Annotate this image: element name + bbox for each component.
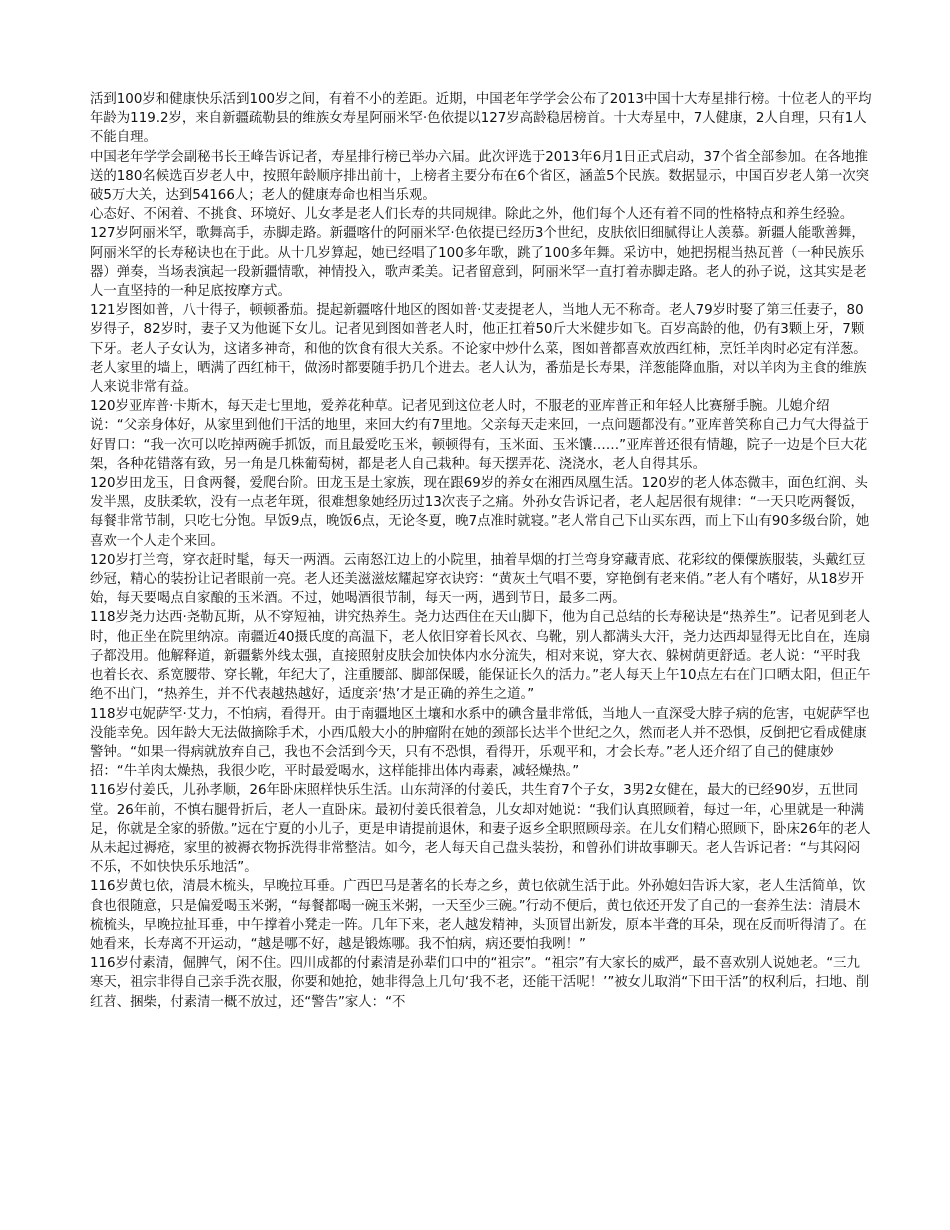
paragraph-dalanwan: 120岁打兰弯，穿衣赶时髦，每天一两酒。云南怒江边上的小院里，抽着旱烟的打兰弯身穿藏青底、花彩纹的傈僳族服装，头戴红豆纱冠，精心的装扮让记者眼前一亮。老人还美滋滋炫耀起穿衣诀窍：“黄灰土气唱不要，穿艳倒有老来俏。”老人有个嗜好，从18岁开始，每天要喝点自家酿的玉米酒。不过，她喝酒很节制，每天一两，遇到节日，最多二两。 xyxy=(90,552,866,607)
paragraph-tianlongyu: 120岁田龙玉，日食两餐，爱爬台阶。田龙玉是土家族，现在跟69岁的养女在湘西凤凰生活。120岁的老人体态微丰，面色红润、头发半黑，皮肤柔软，没有一点老年斑，很难想象她经历过13次丧子之痛。外孙女告诉记者，老人起居很有规律：“一天只吃两餐饭，每餐非常节制，只吃七分饱。早饭9点，晚饭6点，无论冬夏，晚7点准时就寝。”老人常自己下山买东西，而上下山有90多级台阶，她喜欢一个人走个来回。 xyxy=(90,476,870,549)
paragraph-huangnieyi: 116岁黄乜依，清晨木梳头，早晚拉耳垂。广西巴马是著名的长寿之乡，黄乜依就生活于此。外孙媳妇告诉大家，老人生活简单，饮食也很随意，只是偏爱喝玉米粥，“每餐都喝一碗玉米粥，一天至少三碗。”行动不便后，黄乜依还开发了自己的一套养生法：清晨木梳梳头，早晚拉扯耳垂，中午撑着小凳走一阵。几年下来，老人越发精神，头顶冒出新发，原本半聋的耳朵，现在反而听得清了。在她看来，长寿离不开运动，“越是哪不好，越是锻炼哪。我不怕病，病还要怕我咧！” xyxy=(90,879,867,952)
paragraph-yaolidaxi: 118岁尧力达西·尧勒瓦斯，从不穿短袖，讲究热养生。尧力达西住在天山脚下，他为自己总结的长寿秘诀是“热养生”。记者见到老人时，他正坐在院里纳凉。南疆近40摄氏度的高温下，老人依旧穿着长风衣、乌靴，别人都满头大汗，尧力达西却显得无比自在，连扇子都没用。他解释道，新疆紫外线太强，直接照射皮肤会加快体内水分流失，相对来说，穿大衣、躲树荫更舒适。老人说：“平时我也着长衣、系宽腰带、穿长靴，年纪大了，注重腰部、脚部保暖，能保证长久的活力。”老人每天上午10点左右在门口晒太阳，但正午绝不出门，“热养生，并不代表越热越好，适度亲‘热’才是正确的养生之道。” xyxy=(90,610,871,703)
paragraph-fujiangshi: 116岁付姜氏，儿孙孝顺，26年卧床照样快乐生活。山东菏泽的付姜氏，共生育7个子女，3男2女健在，最大的已经90岁，五世同堂。26年前，不慎右腿骨折后，老人一直卧床。最初付姜氏很着急，儿女却对她说：“我们认真照顾着，每过一年，心里就是一种满足，你就是全家的骄傲。”远在宁夏的小儿子，更是申请提前退休，和妻子返乡全职照顾母亲。在儿女们精心照顾下，卧床26年的老人从未起过褥疮，家里的被褥衣物拆洗得非常整洁。如今，老人每天自己盘头装扮，和曾孙们讲故事聊天。老人告诉记者：“与其闷闷不乐，不如快快乐乐地活”。 xyxy=(90,783,871,876)
paragraph-yakupu: 120岁亚库普·卡斯木，每天走七里地，爱养花种草。记者见到这位老人时，不服老的亚库普正和年轻人比赛掰手腕。儿媳介绍说：“父亲身体好，从家里到他们干活的地里，来回大约有7里地。父亲每天走来回，一点问题都没有。”亚库普笑称自己力气大得益于好胃口：“我一次可以吃掉两碗手抓饭，而且最爱吃玉米，顿顿得有，玉米面、玉米馕……”亚库普还很有情趣，院子一边是个巨大花架，各种花错落有致，另一角是几株葡萄树，都是老人自己栽种。每天摆弄花、浇浇水，老人自得其乐。 xyxy=(90,399,869,472)
paragraph-fusuqing: 116岁付素清，倔脾气，闲不住。四川成都的付素清是孙辈们口中的“祖宗”。“祖宗”有大家长的威严，最不喜欢别人说她老。“三九寒天，祖宗非得自己亲手洗衣服，你要和她抢，她非得急上几句‘我不老，还能干活呢！’”被女儿取消“下田干活”的权利后，扫地、削红苕、捆柴，付素清一概不放过，还“警告”家人：“不 xyxy=(90,956,870,1010)
paragraph-common-rules: 心态好、不闲着、不挑食、环境好、儿女孝是老人们长寿的共同规律。除此之外，他们每个人还有着不同的性格特点和养生经验。 xyxy=(90,207,854,223)
paragraph-turupu: 121岁图如普，八十得子，顿顿番茄。提起新疆喀什地区的图如普·艾麦提老人，当地人无不称奇。老人79岁时娶了第三任妻子，80岁得子，82岁时，妻子又为他诞下女儿。记者见到图如普老人时，他正扛着50斤大米健步如飞。百岁高龄的他，仍有3颗上牙，7颗下牙。老人子女认为，这诸多神奇，和他的饮食有很大关系。不论家中炒什么菜，图如普都喜欢放西红柿，烹饪羊肉时必定有洋葱。老人家里的墙上，晒满了西红柿干，做汤时都要随手扔几个进去。老人认为，番茄是长寿果，洋葱能降血脂，对以羊肉为主食的维族人来说非常有益。 xyxy=(90,303,867,396)
paragraph-tunnisahan: 118岁屯妮萨罕·艾力，不怕病，看得开。由于南疆地区土壤和水系中的碘含量非常低，当地人一直深受大脖子病的危害，屯妮萨罕也没能幸免。因年龄大无法做摘除手术，小西瓜般大小的肿瘤附在她的颈部长达半个世纪之久，然而老人并不恐惧，反倒把它看成健康警钟。“如果一得病就放弃自己，我也不会活到今天，只有不恐惧，看得开，乐观平和，才会长寿。”老人还介绍了自己的健康妙招：“牛羊肉太燥热，我很少吃，平时最爱喝水，这样能排出体内毒素，减轻燥热。” xyxy=(90,706,870,780)
paragraph-alimihan: 127岁阿丽米罕，歌舞高手，赤脚走路。新疆喀什的阿丽米罕·色依提已经历3个世纪，皮肤依旧细腻得让人羡慕。新疆人能歌善舞，阿丽米罕的长寿秘诀也在于此。从十几岁算起，她已经唱了100多年歌，跳了100多年舞。采访中，她把拐棍当热瓦普（一种民族乐器）弹奏，当场表演起一段新疆情歌，神情投入，歌声柔美。记者留意到，阿丽米罕一直打着赤脚走路。老人的孙子说，这其实是老人一直坚持的一种足底按摩方式。 xyxy=(90,226,867,300)
article-body xyxy=(90,90,872,1012)
paragraph-intro: 活到100岁和健康快乐活到100岁之间，有着不小的差距。近期，中国老年学学会公布了2013中国十大寿星排行榜。十位老人的平均年龄为119.2岁，来自新疆疏勒县的维族女寿星阿丽米罕·色依提以127岁高龄稳居榜首。十大寿星中，7人健康，2人自理，只有1人不能自理。 xyxy=(90,92,872,146)
paragraph-ranking-info: 中国老年学学会副秘书长王峰告诉记者，寿星排行榜已举办六届。此次评选于2013年6月1日正式启动，37个省全部参加。在各地推送的180名候选百岁老人中，按照年龄顺序排出前十，上榜者主要分布在6个省区，涵盖5个民族。数据显示，中国百岁老人第一次突破5万大关，达到54166人；老人的健康寿命也相当乐观。 xyxy=(90,149,870,204)
